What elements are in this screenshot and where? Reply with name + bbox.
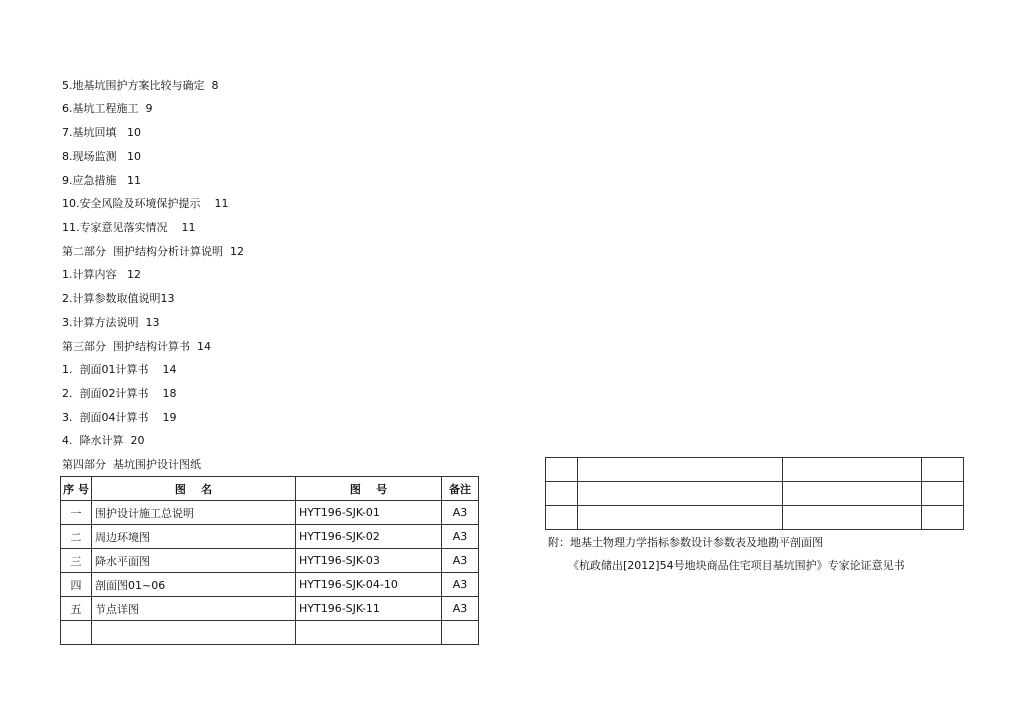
toc-item: 3.计算方法说明 13 xyxy=(62,316,160,329)
table-cell xyxy=(92,621,296,645)
table-row xyxy=(61,573,479,597)
table-row xyxy=(61,621,479,645)
expert-opinion-title: 《杭政储出[2012]54号地块商品住宅项目基坑围护》专家论证意见书 xyxy=(568,559,905,572)
table-cell xyxy=(61,621,92,645)
table-cell: A3 xyxy=(442,525,479,549)
table-cell: 节点详图 xyxy=(92,597,296,621)
toc-item: 3. 剖面04计算书 19 xyxy=(62,411,177,424)
attachment-note: 附：地基土物理力学指标参数设计参数表及地勘平剖面图 xyxy=(548,536,823,549)
table-cell: HYT196-SJK-04-10 xyxy=(296,573,442,597)
toc-item: 9.应急措施 11 xyxy=(62,174,141,187)
toc-item: 1. 剖面01计算书 14 xyxy=(62,363,177,376)
table-cell: 四 xyxy=(61,573,92,597)
table-cell: HYT196-SJK-03 xyxy=(296,549,442,573)
table-cell: 二 xyxy=(61,525,92,549)
toc-item: 4. 降水计算 20 xyxy=(62,434,145,447)
table-cell xyxy=(296,621,442,645)
blank-grid-table xyxy=(545,457,964,530)
table-cell: 围护设计施工总说明 xyxy=(92,501,296,525)
toc-item: 11.专家意见落实情况 11 xyxy=(62,221,196,234)
table-cell xyxy=(442,621,479,645)
table-cell: HYT196-SJK-11 xyxy=(296,597,442,621)
toc-item: 7.基坑回填 10 xyxy=(62,126,141,139)
column-header: 备注 xyxy=(442,477,479,501)
toc-item: 2.计算参数取值说明13 xyxy=(62,292,175,305)
toc-item: 8.现场监测 10 xyxy=(62,150,141,163)
table-row xyxy=(61,597,479,621)
toc-section-heading: 第四部分 基坑围护设计图纸 xyxy=(62,458,201,471)
toc-item: 1.计算内容 12 xyxy=(62,268,141,281)
table-cell: A3 xyxy=(442,549,479,573)
table-row xyxy=(61,549,479,573)
table-cell: 五 xyxy=(61,597,92,621)
toc-item: 5.地基坑围护方案比较与确定 8 xyxy=(62,79,219,92)
table-row xyxy=(546,506,964,530)
table-cell: 三 xyxy=(61,549,92,573)
toc-section-heading: 第三部分 围护结构计算书 14 xyxy=(62,340,211,353)
column-header: 序 号 xyxy=(61,477,92,501)
table-cell: 一 xyxy=(61,501,92,525)
drawings-table xyxy=(60,476,479,645)
table-cell: A3 xyxy=(442,573,479,597)
column-header: 图 名 xyxy=(92,477,296,501)
table-cell: A3 xyxy=(442,501,479,525)
table-row xyxy=(546,482,964,506)
toc-section-heading: 第二部分 围护结构分析计算说明 12 xyxy=(62,245,244,258)
table-header-row xyxy=(61,477,479,501)
table-cell: HYT196-SJK-01 xyxy=(296,501,442,525)
table-cell: 降水平面图 xyxy=(92,549,296,573)
toc-item: 2. 剖面02计算书 18 xyxy=(62,387,177,400)
table-cell: HYT196-SJK-02 xyxy=(296,525,442,549)
table-cell: 剖面图01~06 xyxy=(92,573,296,597)
toc-item: 10.安全风险及环境保护提示 11 xyxy=(62,197,229,210)
table-row xyxy=(61,525,479,549)
column-header: 图 号 xyxy=(296,477,442,501)
toc-item: 6.基坑工程施工 9 xyxy=(62,102,153,115)
table-row xyxy=(61,501,479,525)
table-cell: A3 xyxy=(442,597,479,621)
table-cell: 周边环境图 xyxy=(92,525,296,549)
table-row xyxy=(546,458,964,482)
